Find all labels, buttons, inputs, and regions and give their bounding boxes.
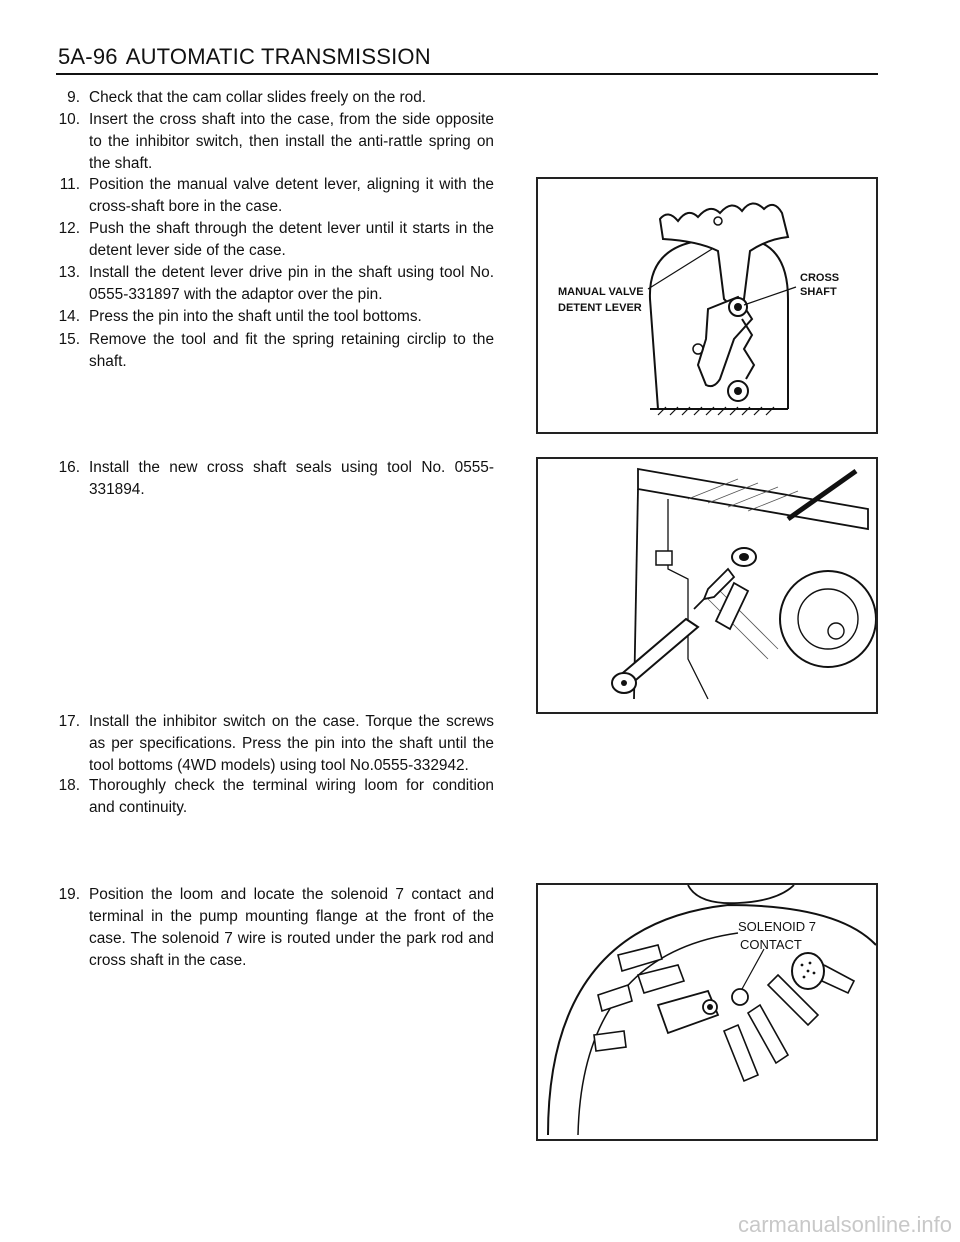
step-text: Push the shaft through the detent lever until it starts in the detent lever side of the case. [89, 220, 494, 259]
step-text: Install the inhibitor switch on the case. Torque the screws as per specifications. Press the pin into the shaft until the tool bottoms (4WD models) using tool No.0555-332942. [89, 713, 494, 774]
step-item [40, 218, 494, 262]
solenoid-contact-illustration [538, 885, 876, 1139]
page-header [58, 44, 431, 70]
step-number: 15. [58, 331, 80, 348]
step-number: 17. [58, 713, 80, 730]
step-item [40, 262, 494, 306]
seal-tool-illustration [538, 459, 876, 712]
label-manual-valve: MANUAL VALVE [558, 286, 644, 298]
step-text: Thoroughly check the terminal wiring loom for condition and continuity. [89, 777, 494, 816]
step-text: Position the manual valve detent lever, aligning it with the cross-shaft bore in the case. [89, 176, 494, 215]
watermark: carmanualsonline.info [737, 1212, 952, 1237]
step-number: 12. [58, 220, 80, 237]
step-item [40, 711, 494, 777]
step-number: 9. [67, 89, 80, 106]
step-number: 10. [58, 111, 80, 128]
step-item [40, 87, 494, 109]
step-text: Remove the tool and fit the spring retaining circlip to the shaft. [89, 331, 494, 370]
header-rule [56, 73, 878, 75]
step-text: Install the detent lever drive pin in the shaft using tool No. 0555-331897 with the adaptor over the pin. [89, 264, 494, 303]
step-number: 13. [58, 264, 80, 281]
step-item [40, 306, 494, 328]
label-shaft: SHAFT [800, 286, 837, 298]
step-text: Check that the cam collar slides freely on the rod. [89, 89, 427, 106]
step-item [40, 174, 494, 218]
figure-detent-lever [536, 177, 878, 434]
step-item [40, 884, 494, 972]
step-item [40, 775, 494, 819]
step-item [40, 109, 494, 175]
step-text: Install the new cross shaft seals using tool No. 0555-331894. [89, 459, 494, 498]
section-number: 5A-96 [58, 44, 118, 69]
label-solenoid-7: SOLENOID 7 [738, 919, 817, 934]
figure-solenoid-7-contact [536, 883, 878, 1141]
page-title: AUTOMATIC TRANSMISSION [125, 44, 431, 69]
label-detent-lever: DETENT LEVER [558, 302, 642, 314]
step-number: 14. [58, 308, 80, 325]
step-number: 16. [58, 459, 80, 476]
figure-cross-shaft-seal-tool [536, 457, 878, 714]
step-number: 19. [58, 886, 80, 903]
step-item [40, 329, 494, 373]
label-cross: CROSS [800, 272, 840, 284]
step-text: Press the pin into the shaft until the tool bottoms. [89, 308, 422, 325]
step-number: 11. [59, 176, 80, 193]
step-text: Position the loom and locate the solenoid 7 contact and terminal in the pump mounting flange at the front of the case. The solenoid 7 wire is routed under the park rod and cross shaft in the case. [89, 886, 494, 969]
label-contact: CONTACT [740, 937, 802, 952]
step-item [40, 457, 494, 501]
step-text: Insert the cross shaft into the case, from the side opposite to the inhibitor switch, then install the anti-rattle spring on the shaft. [89, 111, 494, 172]
detent-lever-illustration [538, 179, 876, 432]
step-number: 18. [58, 777, 80, 794]
